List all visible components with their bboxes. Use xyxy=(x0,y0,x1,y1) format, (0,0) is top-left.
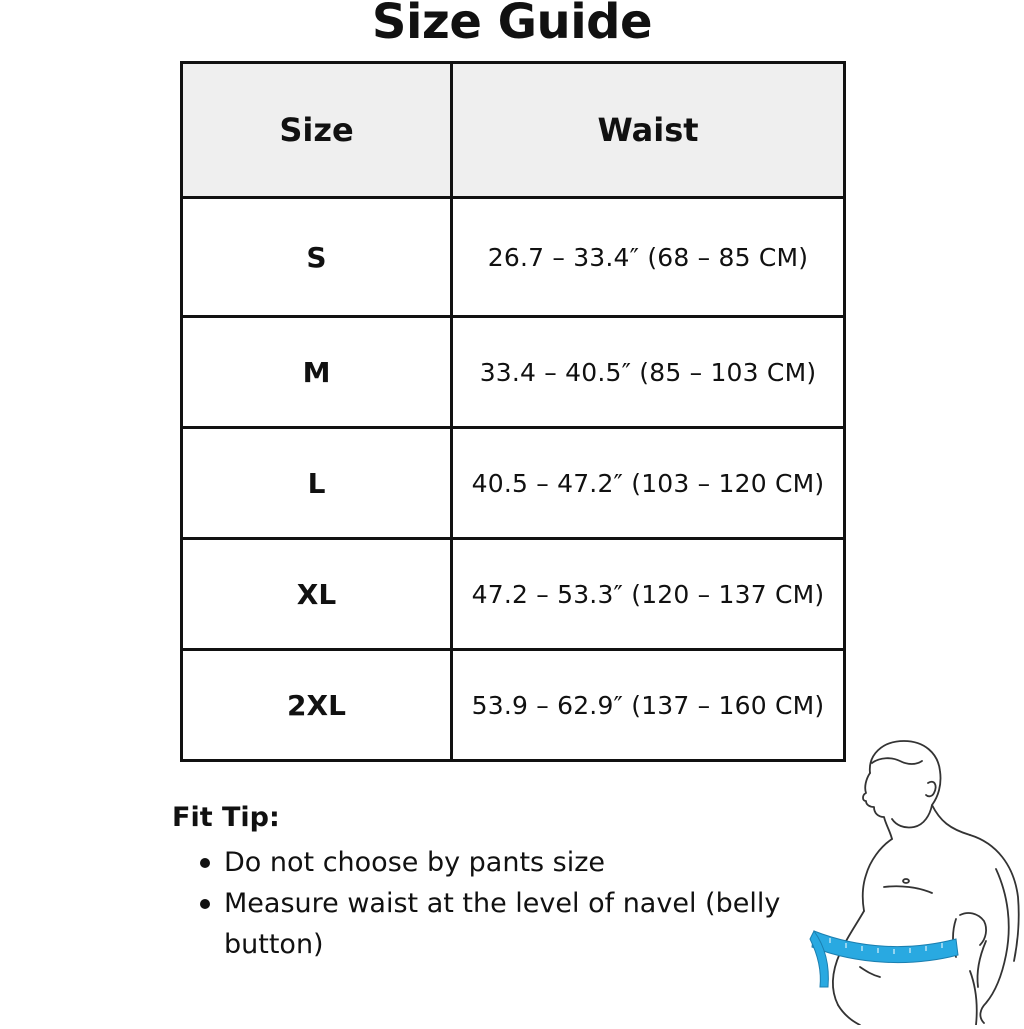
waist-measurement-figure-icon xyxy=(800,735,1024,1025)
header-size: Size xyxy=(182,63,452,198)
waist-cell: 26.7 – 33.4″ (68 – 85 CM) xyxy=(452,198,845,317)
size-cell: XL xyxy=(182,539,452,650)
fit-tip-list xyxy=(172,842,852,965)
waist-cell: 40.5 – 47.2″ (103 – 120 CM) xyxy=(452,428,845,539)
bullet-icon xyxy=(200,899,210,909)
table-row xyxy=(182,539,845,650)
size-cell: 2XL xyxy=(182,650,452,761)
page-title: Size Guide xyxy=(371,0,653,50)
table-row xyxy=(182,198,845,317)
header-waist: Waist xyxy=(452,63,845,198)
list-item xyxy=(172,842,852,883)
list-item-text: Measure waist at the level of navel (belly button) xyxy=(224,888,781,960)
size-cell: M xyxy=(182,317,452,428)
size-cell: L xyxy=(182,428,452,539)
waist-cell: 47.2 – 53.3″ (120 – 137 CM) xyxy=(452,539,845,650)
table-row xyxy=(182,317,845,428)
table-header-row xyxy=(182,63,845,198)
waist-cell: 33.4 – 40.5″ (85 – 103 CM) xyxy=(452,317,845,428)
fit-tip-heading: Fit Tip: xyxy=(172,802,280,833)
size-table xyxy=(180,61,846,762)
table-row xyxy=(182,428,845,539)
fit-tip-section xyxy=(172,798,852,965)
list-item-text: Do not choose by pants size xyxy=(224,847,606,878)
bullet-icon xyxy=(200,858,210,868)
size-cell: S xyxy=(182,198,452,317)
table-row xyxy=(182,650,845,761)
list-item xyxy=(172,883,852,965)
waist-cell: 53.9 – 62.9″ (137 – 160 CM) xyxy=(452,650,845,761)
